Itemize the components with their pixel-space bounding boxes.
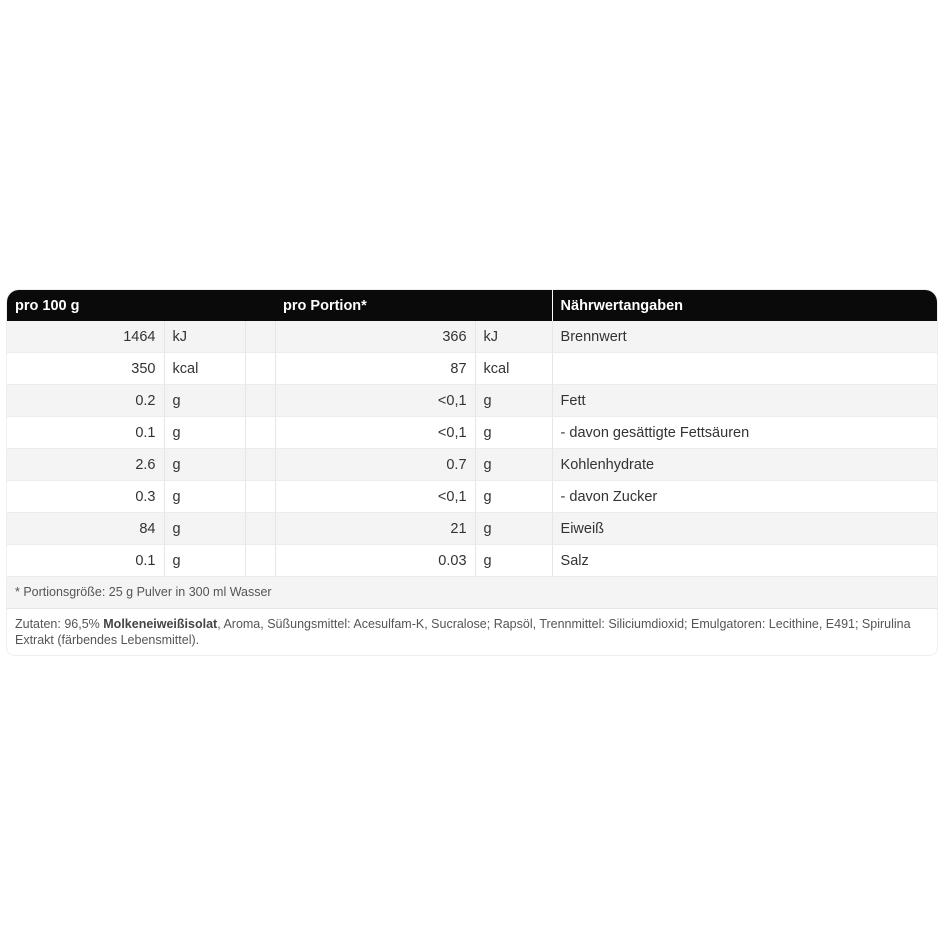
table-row	[7, 321, 937, 353]
ingredients-suffix: , Aroma, Süßungsmittel: Acesulfam-K, Sucralose; Rapsöl, Trennmittel: Siliciumdioxid; Emulgatoren: Lecithine, E491; Spirulina Extrakt (färbendes Lebensmittel).	[15, 617, 911, 647]
value-per-portion: 366	[275, 321, 475, 353]
table-row	[7, 417, 937, 449]
unit-per-100g: g	[164, 385, 245, 417]
nutrition-table	[7, 290, 937, 577]
table-row	[7, 449, 937, 481]
header-nutrition-facts: Nährwertangaben	[552, 290, 937, 321]
unit-per-portion: g	[475, 417, 552, 449]
table-row	[7, 545, 937, 577]
unit-per-100g: g	[164, 513, 245, 545]
value-per-100g: 0.1	[7, 545, 164, 577]
value-per-portion: 0.03	[275, 545, 475, 577]
value-per-portion: 21	[275, 513, 475, 545]
unit-per-portion: g	[475, 513, 552, 545]
nutrient-label	[552, 353, 937, 385]
unit-per-100g: kJ	[164, 321, 245, 353]
value-per-portion: 87	[275, 353, 475, 385]
nutrient-label: - davon Zucker	[552, 481, 937, 513]
unit-per-100g: g	[164, 449, 245, 481]
portion-size-footnote: * Portionsgröße: 25 g Pulver in 300 ml Wasser	[7, 577, 937, 609]
unit-per-portion: g	[475, 545, 552, 577]
ingredients-text	[7, 609, 937, 655]
unit-per-portion: g	[475, 481, 552, 513]
ingredients-prefix: Zutaten: 96,5%	[15, 617, 104, 631]
nutrient-label: Brennwert	[552, 321, 937, 353]
unit-per-portion: kJ	[475, 321, 552, 353]
value-per-100g: 350	[7, 353, 164, 385]
value-per-portion: <0,1	[275, 481, 475, 513]
nutrient-label: Kohlenhydrate	[552, 449, 937, 481]
header-per-portion: pro Portion*	[275, 290, 552, 321]
spacer-cell	[245, 353, 275, 385]
spacer-cell	[245, 321, 275, 353]
table-row	[7, 513, 937, 545]
spacer-cell	[245, 513, 275, 545]
table-row	[7, 385, 937, 417]
unit-per-100g: kcal	[164, 353, 245, 385]
ingredients-main-ingredient: Molkeneiweißisolat	[103, 617, 218, 631]
value-per-100g: 0.1	[7, 417, 164, 449]
value-per-100g: 1464	[7, 321, 164, 353]
unit-per-100g: g	[164, 417, 245, 449]
unit-per-100g: g	[164, 545, 245, 577]
header-per-100g: pro 100 g	[7, 290, 275, 321]
spacer-cell	[245, 481, 275, 513]
value-per-100g: 0.2	[7, 385, 164, 417]
spacer-cell	[245, 417, 275, 449]
table-row	[7, 353, 937, 385]
value-per-portion: 0.7	[275, 449, 475, 481]
nutrition-table-card	[7, 290, 937, 655]
nutrient-label: - davon gesättigte Fettsäuren	[552, 417, 937, 449]
table-header-row	[7, 290, 937, 321]
table-row	[7, 481, 937, 513]
spacer-cell	[245, 449, 275, 481]
spacer-cell	[245, 385, 275, 417]
unit-per-portion: g	[475, 449, 552, 481]
value-per-100g: 84	[7, 513, 164, 545]
value-per-portion: <0,1	[275, 385, 475, 417]
unit-per-portion: kcal	[475, 353, 552, 385]
nutrient-label: Salz	[552, 545, 937, 577]
nutrient-label: Eiweiß	[552, 513, 937, 545]
value-per-100g: 0.3	[7, 481, 164, 513]
value-per-portion: <0,1	[275, 417, 475, 449]
nutrient-label: Fett	[552, 385, 937, 417]
unit-per-100g: g	[164, 481, 245, 513]
value-per-100g: 2.6	[7, 449, 164, 481]
unit-per-portion: g	[475, 385, 552, 417]
spacer-cell	[245, 545, 275, 577]
